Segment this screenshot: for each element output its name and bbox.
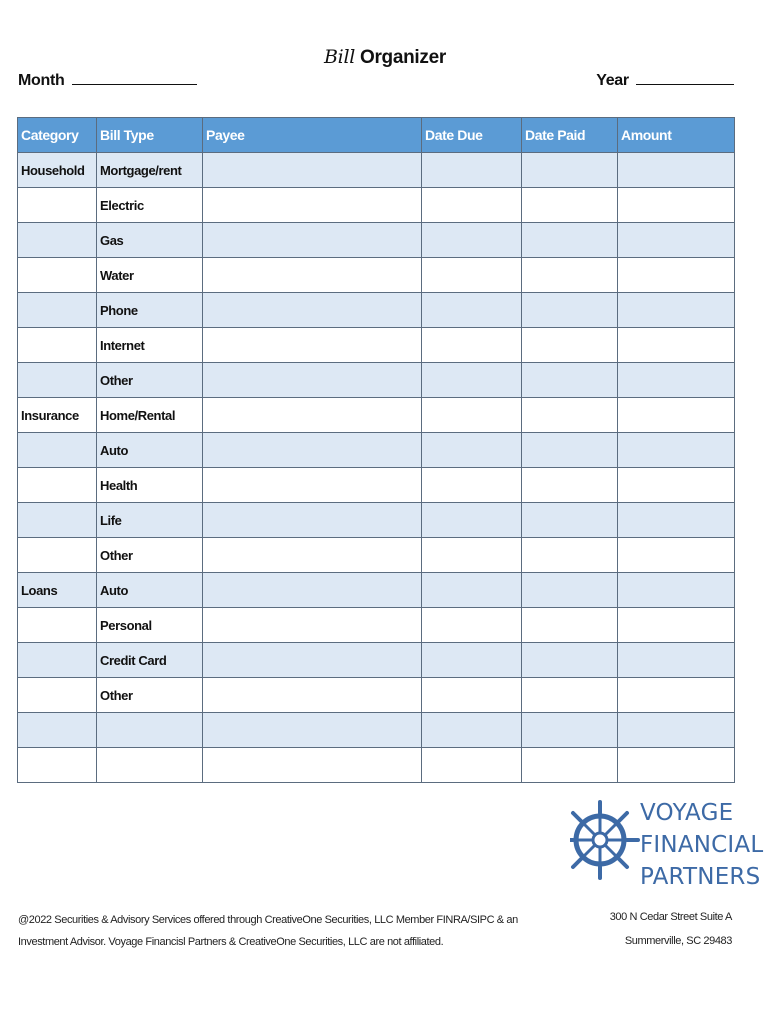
year-blank-line[interactable]: [636, 70, 734, 85]
category-cell: [18, 468, 97, 503]
payee-cell[interactable]: [203, 608, 422, 643]
amount-cell[interactable]: [618, 713, 735, 748]
date-paid-cell[interactable]: [522, 678, 618, 713]
table-row: [18, 468, 735, 503]
title-script-word: Bill: [324, 46, 355, 68]
category-cell: [18, 433, 97, 468]
company-address: [610, 905, 732, 953]
category-cell: [18, 188, 97, 223]
date-due-cell[interactable]: [422, 503, 522, 538]
category-cell: [18, 258, 97, 293]
date-due-cell[interactable]: [422, 153, 522, 188]
payee-cell[interactable]: [203, 433, 422, 468]
date-due-cell[interactable]: [422, 223, 522, 258]
amount-cell[interactable]: [618, 573, 735, 608]
bill-type-cell: Life: [97, 503, 203, 538]
bill-type-cell: Mortgage/rent: [97, 153, 203, 188]
amount-cell[interactable]: [618, 223, 735, 258]
date-due-cell[interactable]: [422, 573, 522, 608]
company-logo-wordmark: [640, 797, 763, 893]
bill-type-cell: Electric: [97, 188, 203, 223]
date-due-cell[interactable]: [422, 328, 522, 363]
bill-type-cell: Personal: [97, 608, 203, 643]
category-cell: [18, 293, 97, 328]
amount-cell[interactable]: [618, 398, 735, 433]
date-due-cell[interactable]: [422, 293, 522, 328]
year-label: Year: [596, 72, 629, 89]
amount-cell[interactable]: [618, 153, 735, 188]
bill-type-cell: Other: [97, 538, 203, 573]
payee-cell[interactable]: [203, 538, 422, 573]
payee-cell[interactable]: [203, 713, 422, 748]
payee-cell[interactable]: [203, 293, 422, 328]
date-due-cell[interactable]: [422, 468, 522, 503]
month-blank-line[interactable]: [72, 70, 197, 85]
amount-cell[interactable]: [618, 293, 735, 328]
bill-type-cell: Auto: [97, 433, 203, 468]
date-paid-cell[interactable]: [522, 468, 618, 503]
date-paid-cell[interactable]: [522, 398, 618, 433]
date-paid-cell[interactable]: [522, 433, 618, 468]
bill-type-cell: Gas: [97, 223, 203, 258]
table-row: [18, 433, 735, 468]
table-row: [18, 398, 735, 433]
category-cell: [18, 363, 97, 398]
amount-cell[interactable]: [618, 608, 735, 643]
category-cell: [18, 538, 97, 573]
bill-type-cell: Auto: [97, 573, 203, 608]
payee-cell[interactable]: [203, 678, 422, 713]
date-due-cell[interactable]: [422, 398, 522, 433]
category-cell: [18, 608, 97, 643]
amount-cell[interactable]: [618, 328, 735, 363]
payee-cell[interactable]: [203, 153, 422, 188]
category-cell: Insurance: [18, 398, 97, 433]
payee-cell[interactable]: [203, 328, 422, 363]
table-row: [18, 188, 735, 223]
payee-cell[interactable]: [203, 643, 422, 678]
date-due-cell[interactable]: [422, 258, 522, 293]
disclaimer-line-1: @2022 Securities & Advisory Services offered through CreativeOne Securities, LLC Member FINRA/SIPC & an: [18, 914, 518, 926]
bill-type-cell: [97, 713, 203, 748]
date-due-cell[interactable]: [422, 433, 522, 468]
table-row: [18, 293, 735, 328]
date-due-cell[interactable]: [422, 363, 522, 398]
payee-cell[interactable]: [203, 503, 422, 538]
table-row: [18, 608, 735, 643]
amount-cell[interactable]: [618, 538, 735, 573]
date-due-cell[interactable]: [422, 678, 522, 713]
month-label: Month: [18, 72, 65, 89]
column-header-date-due: Date Due: [422, 118, 522, 153]
column-header-date-paid: Date Paid: [522, 118, 618, 153]
logo-line-3: PARTNERS: [640, 864, 761, 890]
payee-cell[interactable]: [203, 573, 422, 608]
category-cell: [18, 713, 97, 748]
date-paid-cell[interactable]: [522, 188, 618, 223]
date-paid-cell[interactable]: [522, 608, 618, 643]
column-header-bill-type: Bill Type: [97, 118, 203, 153]
year-field[interactable]: [596, 70, 734, 90]
date-paid-cell[interactable]: [522, 713, 618, 748]
table-row: [18, 678, 735, 713]
amount-cell[interactable]: [618, 503, 735, 538]
date-paid-cell[interactable]: [522, 363, 618, 398]
date-paid-cell[interactable]: [522, 748, 618, 783]
table-row: [18, 643, 735, 678]
bill-type-cell: Water: [97, 258, 203, 293]
date-due-cell[interactable]: [422, 188, 522, 223]
date-paid-cell[interactable]: [522, 293, 618, 328]
payee-cell[interactable]: [203, 748, 422, 783]
address-line-2: Summerville, SC 29483: [624, 935, 732, 947]
category-cell: [18, 678, 97, 713]
date-paid-cell[interactable]: [522, 223, 618, 258]
bill-table: [17, 117, 735, 783]
amount-cell[interactable]: [618, 258, 735, 293]
category-cell: [18, 503, 97, 538]
bill-type-cell: Home/Rental: [97, 398, 203, 433]
amount-cell[interactable]: [618, 748, 735, 783]
table-row: [18, 153, 735, 188]
amount-cell[interactable]: [618, 433, 735, 468]
amount-cell[interactable]: [618, 643, 735, 678]
table-header-row: [18, 118, 735, 153]
date-paid-cell[interactable]: [522, 538, 618, 573]
category-cell: [18, 643, 97, 678]
disclaimer: [18, 909, 518, 953]
table-row: [18, 713, 735, 748]
date-paid-cell[interactable]: [522, 503, 618, 538]
table-row: [18, 328, 735, 363]
payee-cell[interactable]: [203, 188, 422, 223]
date-paid-cell[interactable]: [522, 573, 618, 608]
month-field[interactable]: [18, 70, 197, 90]
table-row: [18, 573, 735, 608]
category-cell: [18, 328, 97, 363]
bill-type-cell: Phone: [97, 293, 203, 328]
amount-cell[interactable]: [618, 188, 735, 223]
date-due-cell[interactable]: [422, 608, 522, 643]
amount-cell[interactable]: [618, 678, 735, 713]
logo-line-2: FINANCIAL: [640, 832, 764, 858]
table-row: [18, 503, 735, 538]
bill-type-cell: Other: [97, 363, 203, 398]
payee-cell[interactable]: [203, 258, 422, 293]
date-due-cell[interactable]: [422, 713, 522, 748]
category-cell: Loans: [18, 573, 97, 608]
category-cell: Household: [18, 153, 97, 188]
table-row: [18, 363, 735, 398]
date-paid-cell[interactable]: [522, 153, 618, 188]
table-row: [18, 748, 735, 783]
bill-type-cell: Internet: [97, 328, 203, 363]
date-due-cell[interactable]: [422, 643, 522, 678]
disclaimer-line-2: Investment Advisor. Voyage Financisl Partners & CreativeOne Securities, LLC are not affiliated.: [18, 936, 444, 948]
category-cell: [18, 748, 97, 783]
payee-cell[interactable]: [203, 468, 422, 503]
title-bold-word: Organizer: [359, 47, 446, 68]
date-paid-cell[interactable]: [522, 328, 618, 363]
logo-line-1: VOYAGE: [640, 800, 734, 826]
date-paid-cell[interactable]: [522, 258, 618, 293]
payee-cell[interactable]: [203, 398, 422, 433]
page-title: [0, 46, 770, 69]
table-row: [18, 258, 735, 293]
date-due-cell[interactable]: [422, 538, 522, 573]
date-due-cell[interactable]: [422, 748, 522, 783]
bill-type-cell: Health: [97, 468, 203, 503]
bill-type-cell: Other: [97, 678, 203, 713]
bill-type-cell: Credit Card: [97, 643, 203, 678]
category-cell: [18, 223, 97, 258]
table-row: [18, 538, 735, 573]
bill-type-cell: [97, 748, 203, 783]
amount-cell[interactable]: [618, 363, 735, 398]
column-header-category: Category: [18, 118, 97, 153]
table-body: [18, 153, 735, 783]
payee-cell[interactable]: [203, 223, 422, 258]
date-paid-cell[interactable]: [522, 643, 618, 678]
column-header-amount: Amount: [618, 118, 735, 153]
payee-cell[interactable]: [203, 363, 422, 398]
table-row: [18, 223, 735, 258]
column-header-payee: Payee: [203, 118, 422, 153]
address-line-1: 300 N Cedar Street Suite A: [609, 911, 732, 923]
amount-cell[interactable]: [618, 468, 735, 503]
